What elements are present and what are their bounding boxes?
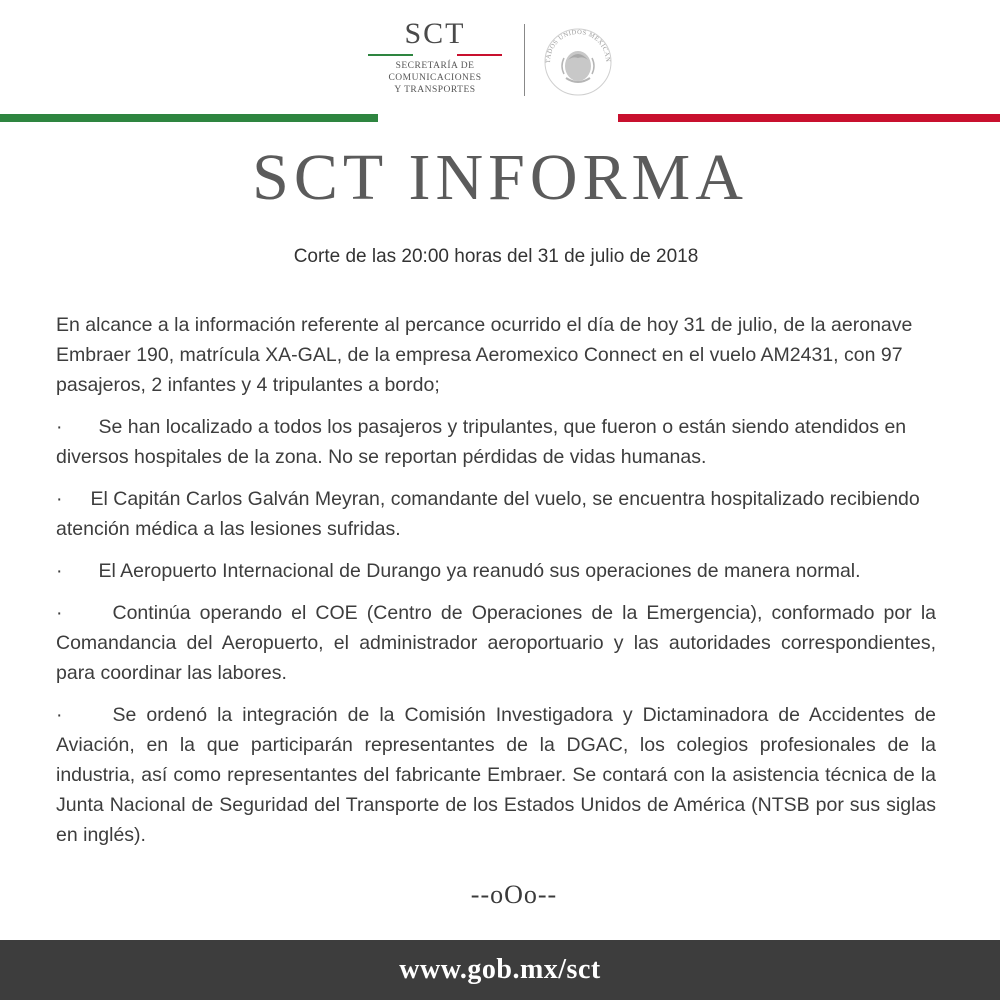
header: [0, 0, 1000, 125]
bullet-marker: ·: [56, 704, 63, 726]
bullet-marker: ·: [56, 602, 63, 624]
bullet-marker: ·: [56, 560, 63, 582]
green-band: [0, 114, 378, 122]
report-body: [56, 310, 936, 862]
bullet-text: Se han localizado a todos los pasajeros y tripulantes, que fueron o están siendo atendidos en diversos hospitales de la zona. No se reportan pérdidas de vidas humanas.: [56, 416, 907, 468]
logo-line-3: Y TRANSPORTES: [394, 85, 476, 95]
logo-divider: [524, 24, 525, 96]
footer-url-link[interactable]: www.gob.mx/sct: [399, 954, 601, 985]
list-item: [56, 412, 936, 472]
closing-ornament: --oOo--: [470, 880, 558, 909]
footer: [0, 940, 1000, 1000]
svg-text:ESTADOS UNIDOS MEXICANOS: TADOS UNIDOS MEXICAN: [544, 28, 612, 64]
logo-line-2: COMUNICACIONES: [388, 73, 482, 83]
report-timestamp: Corte de las 20:00 horas del 31 de julio de 2018: [293, 246, 699, 267]
bullet-text: Continúa operando el COE (Centro de Operaciones de la Emergencia), conformado por la Comandancia del Aeropuerto, el administrador aeroportuario y las autoridades correspondientes, para coordinar las labores.: [56, 602, 936, 684]
bullet-marker: ·: [56, 416, 63, 438]
red-band: [618, 114, 1000, 122]
mexican-coat-of-arms-seal-icon: [538, 20, 618, 100]
list-item: [56, 700, 936, 850]
bullet-marker: ·: [56, 488, 63, 510]
logo-abbr: SCT: [404, 17, 466, 50]
logo-tricolor-rule: [368, 54, 502, 56]
page-title: SCT INFORMA: [252, 141, 748, 214]
list-item: [56, 484, 936, 544]
bullet-text: Se ordenó la integración de la Comisión Investigadora y Dictaminadora de Accidentes de Aviación, en la que participarán representantes de la DGAC, los colegios profesionales de la industria, así como representantes del fabricante Embraer. Se contará con la asistencia técnica de la Junta Nacional de Seguridad del Transporte de los Estados Unidos de América (NTSB por sus siglas en inglés).: [56, 704, 936, 846]
bullet-text: El Aeropuerto Internacional de Durango ya reanudó sus operaciones de manera normal.: [98, 560, 861, 582]
list-item: [56, 598, 936, 688]
intro-paragraph: En alcance a la información referente al percance ocurrido el día de hoy 31 de julio, de la aeronave Embraer 190, matrícula XA-GAL, de la empresa Aeromexico Connect en el vuelo AM2431, con 97 pasajeros, 2 infantes y 4 tripulantes a bordo;: [56, 314, 913, 396]
list-item: [56, 556, 936, 586]
logo-line-1: SECRETARÍA DE: [395, 61, 475, 71]
bullet-text: El Capitán Carlos Galván Meyran, comandante del vuelo, se encuentra hospitalizado recibiendo atención médica a las lesiones sufridas.: [56, 488, 920, 540]
sct-logo: [360, 18, 510, 103]
